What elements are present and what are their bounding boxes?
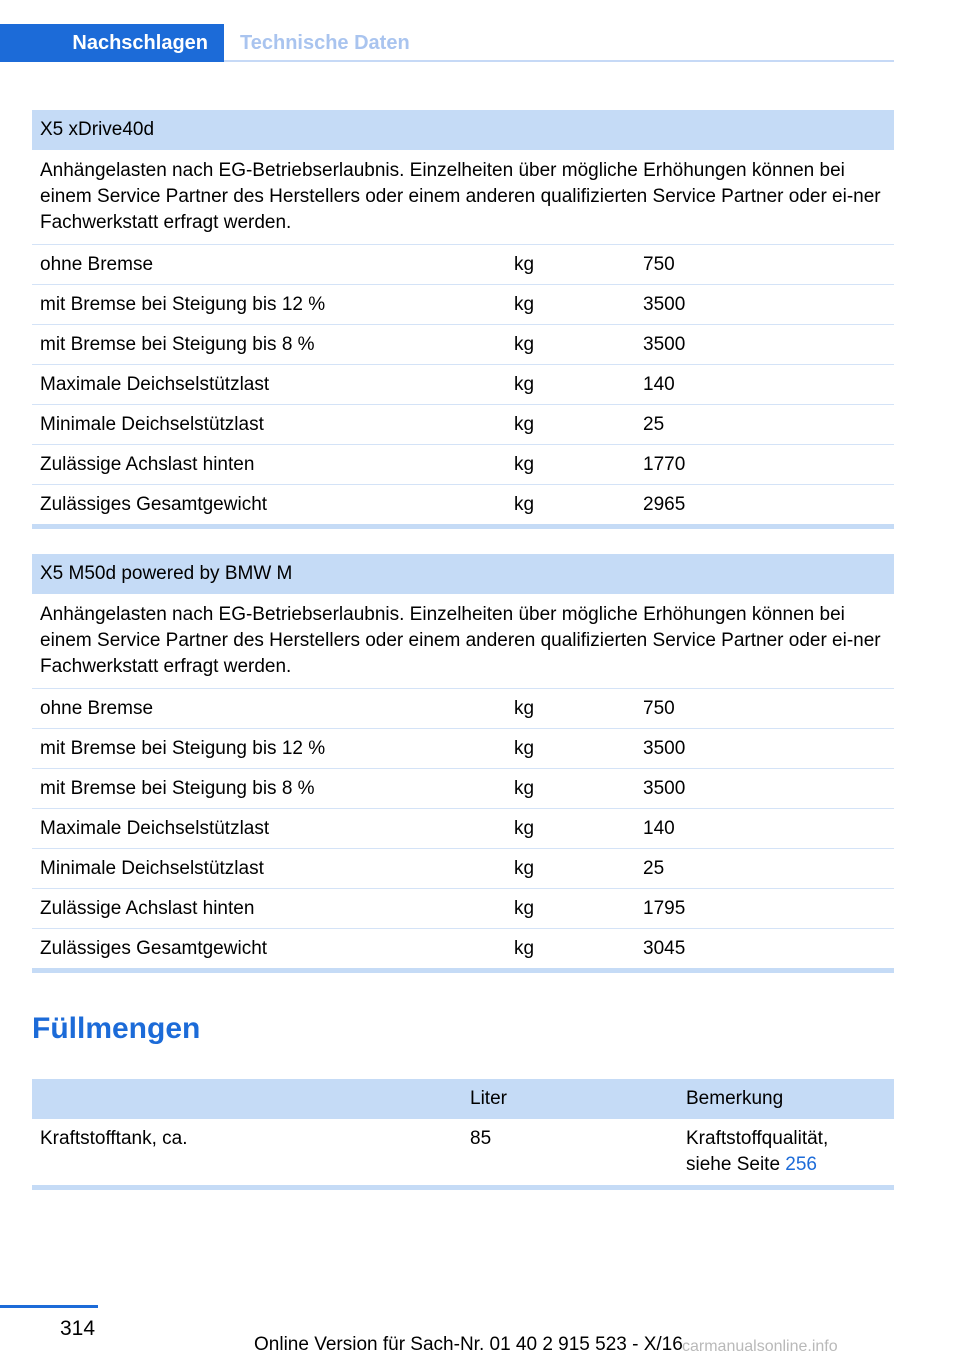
row-label: Zulässige Achslast hinten [40, 898, 255, 919]
row-value: 140 [643, 818, 675, 839]
row-value: 1770 [643, 454, 686, 475]
row-label: Maximale Deichselstützlast [40, 818, 270, 839]
header-bar [0, 24, 894, 62]
table-row [32, 365, 894, 405]
row-unit: kg [514, 254, 535, 275]
table-row [32, 325, 894, 365]
table-row [32, 769, 894, 809]
page-number-rule [0, 1305, 98, 1308]
table-row [32, 729, 894, 769]
row-unit: kg [514, 938, 535, 959]
table-row [32, 1119, 894, 1185]
row-label: ohne Bremse [40, 698, 154, 719]
row-unit: kg [514, 858, 535, 879]
row-label: mit Bremse bei Steigung bis 8 % [40, 334, 315, 355]
table-bottom-rule [32, 524, 894, 529]
page-link-256[interactable]: 256 [785, 1154, 817, 1175]
row-label: ohne Bremse [40, 254, 154, 275]
table-row [32, 889, 894, 929]
row-note [686, 1126, 828, 1178]
row-unit: kg [514, 818, 535, 839]
table-row [32, 849, 894, 889]
row-value: 3500 [643, 778, 686, 799]
table-description: Anhängelasten nach EG-Betriebserlaubnis. Einzelheiten über mögliche Erhöhungen können bei einem Service Partner des Herstellers oder einem anderen qualifizierten Service Partner oder ei-ner Fachwerkstatt erfragt werden. [32, 150, 894, 245]
row-value: 25 [643, 414, 665, 435]
table-bottom-rule [32, 968, 894, 973]
table-row [32, 929, 894, 968]
table-x5-xdrive40d [32, 110, 894, 529]
row-label: mit Bremse bei Steigung bis 12 % [40, 294, 326, 315]
table-title: X5 M50d powered by BMW M [32, 554, 894, 594]
row-note-line2: siehe Seite [686, 1154, 786, 1175]
row-label: Zulässiges Gesamtgewicht [40, 494, 268, 515]
row-value: 140 [643, 374, 675, 395]
row-note-line1: Kraftstoffqualität, [686, 1128, 829, 1149]
table-row [32, 285, 894, 325]
table-x5-m50d [32, 554, 894, 973]
row-unit: kg [514, 738, 535, 759]
table-row [32, 809, 894, 849]
table-title: X5 xDrive40d [32, 110, 894, 150]
header-divider [224, 60, 894, 62]
row-value: 3500 [643, 738, 686, 759]
table-description: Anhängelasten nach EG-Betriebserlaubnis. Einzelheiten über mögliche Erhöhungen können bei einem Service Partner des Herstellers oder einem anderen qualifizierten Service Partner oder ei-ner Fachwerkstatt erfragt werden. [32, 594, 894, 689]
column-header-liter: Liter [470, 1088, 507, 1109]
row-label: Zulässige Achslast hinten [40, 454, 255, 475]
row-label: Maximale Deichselstützlast [40, 374, 270, 395]
table-header [32, 1079, 894, 1119]
row-unit: kg [514, 374, 535, 395]
row-liter: 85 [470, 1128, 492, 1149]
column-header-bemerkung: Bemerkung [686, 1088, 784, 1109]
table-row [32, 405, 894, 445]
row-value: 1795 [643, 898, 686, 919]
table-row [32, 485, 894, 524]
row-unit: kg [514, 454, 535, 475]
section-title-fuellmengen: Füllmengen [32, 1012, 201, 1045]
tab-technische-daten[interactable]: Technische Daten [240, 32, 410, 54]
row-unit: kg [514, 414, 535, 435]
row-value: 750 [643, 254, 675, 275]
row-unit: kg [514, 334, 535, 355]
row-value: 3045 [643, 938, 686, 959]
row-label: Kraftstofftank, ca. [40, 1128, 188, 1149]
watermark: carmanualsonline.info [682, 1338, 838, 1355]
table-row [32, 445, 894, 485]
row-value: 3500 [643, 294, 686, 315]
table-bottom-rule [32, 1185, 894, 1190]
row-label: mit Bremse bei Steigung bis 12 % [40, 738, 326, 759]
table-row [32, 689, 894, 729]
row-unit: kg [514, 898, 535, 919]
footer-note: Online Version für Sach-Nr. 01 40 2 915 523 - X/16 [254, 1334, 683, 1355]
row-unit: kg [514, 294, 535, 315]
row-value: 3500 [643, 334, 686, 355]
table-fuellmengen [32, 1079, 894, 1190]
row-unit: kg [514, 698, 535, 719]
row-value: 750 [643, 698, 675, 719]
row-label: mit Bremse bei Steigung bis 8 % [40, 778, 315, 799]
row-unit: kg [514, 778, 535, 799]
row-value: 2965 [643, 494, 686, 515]
row-unit: kg [514, 494, 535, 515]
tab-nachschlagen[interactable]: Nachschlagen [0, 24, 224, 62]
row-value: 25 [643, 858, 665, 879]
page-number: 314 [60, 1317, 96, 1340]
table-row [32, 245, 894, 285]
row-label: Zulässiges Gesamtgewicht [40, 938, 268, 959]
row-label: Minimale Deichselstützlast [40, 414, 264, 435]
row-label: Minimale Deichselstützlast [40, 858, 264, 879]
